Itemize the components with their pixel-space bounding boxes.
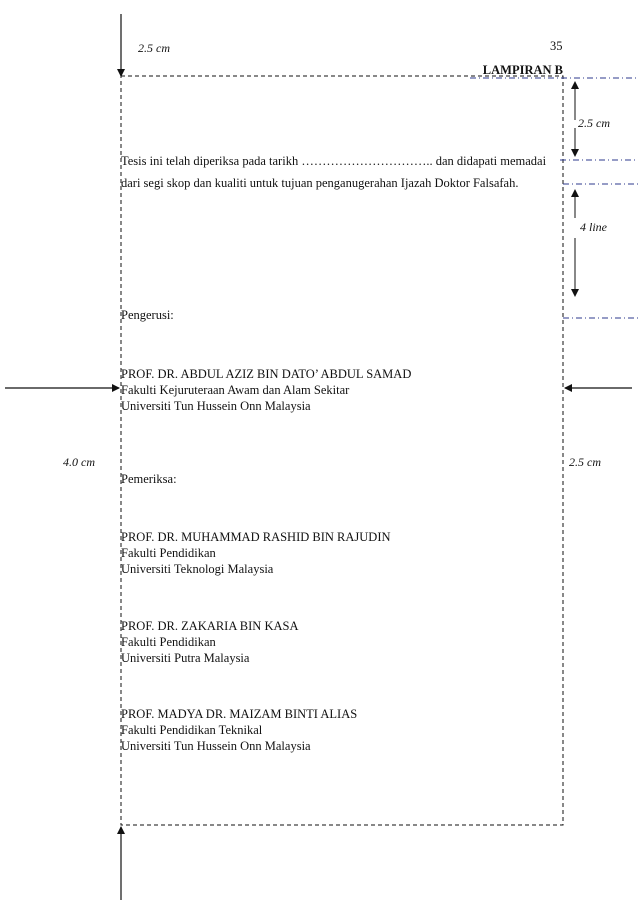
top-margin-label: 2.5 cm bbox=[138, 41, 170, 55]
lines-gap-label: 4 line bbox=[580, 220, 607, 234]
examiner-faculty: Fakulti Pendidikan Teknikal bbox=[121, 723, 263, 737]
examiner-name: PROF. DR. ZAKARIA BIN KASA bbox=[121, 619, 299, 633]
chair-role-label: Pengerusi: bbox=[121, 308, 174, 322]
examiner-block bbox=[121, 618, 299, 666]
examiner-university: Universiti Putra Malaysia bbox=[121, 651, 250, 665]
left-margin-label: 4.0 cm bbox=[63, 455, 95, 469]
examiner-faculty: Fakulti Pendidikan bbox=[121, 546, 216, 560]
examiner-faculty: Fakulti Pendidikan bbox=[121, 635, 216, 649]
page-number: 35 bbox=[550, 39, 563, 53]
chair-university: Universiti Tun Hussein Onn Malaysia bbox=[121, 399, 311, 413]
examiner-name: PROF. MADYA DR. MAIZAM BINTI ALIAS bbox=[121, 707, 358, 721]
appendix-heading: LAMPIRAN B bbox=[482, 63, 563, 77]
chair-faculty: Fakulti Kejuruteraan Awam dan Alam Sekitar bbox=[121, 383, 350, 397]
examiner-name: PROF. DR. MUHAMMAD RASHID BIN RAJUDIN bbox=[121, 530, 391, 544]
examiners-role-label: Pemeriksa: bbox=[121, 472, 177, 486]
heading-gap-label: 2.5 cm bbox=[578, 116, 610, 130]
examiner-block bbox=[121, 529, 391, 577]
statement-line-2: dari segi skop dan kualiti untuk tujuan penganugerahan Ijazah Doktor Falsafah. bbox=[121, 176, 519, 190]
statement-line-1: Tesis ini telah diperiksa pada tarikh ………………………….. dan didapati memadai bbox=[121, 154, 547, 168]
examiner-university: Universiti Tun Hussein Onn Malaysia bbox=[121, 739, 311, 753]
examiner-university: Universiti Teknologi Malaysia bbox=[121, 562, 274, 576]
chair-name: PROF. DR. ABDUL AZIZ BIN DATO’ ABDUL SAMAD bbox=[121, 367, 412, 381]
examiner-block bbox=[121, 706, 357, 754]
right-margin-label: 2.5 cm bbox=[569, 455, 601, 469]
chair-block bbox=[121, 366, 411, 414]
